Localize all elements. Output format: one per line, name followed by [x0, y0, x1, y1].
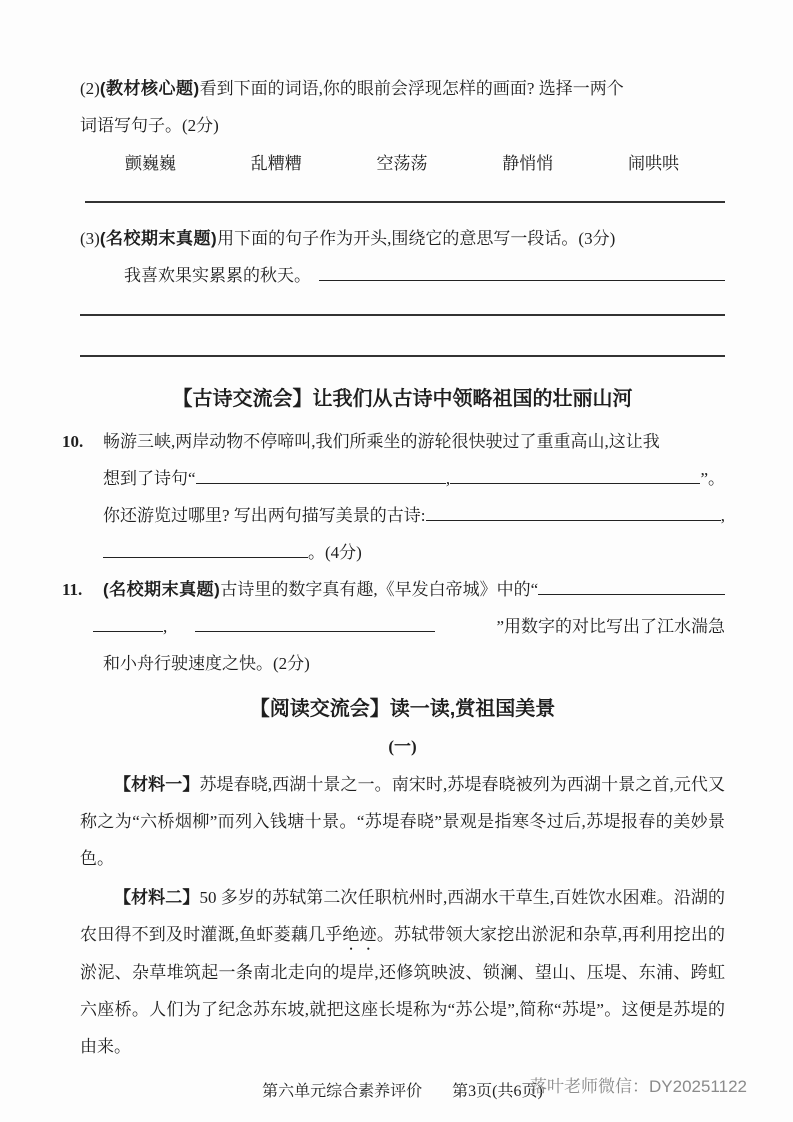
word-choice: 闹哄哄: [628, 154, 679, 173]
question-10-text-6: 。(4分): [308, 543, 362, 562]
question-3-number: (3): [80, 229, 100, 248]
question-10-text-3: ”。: [700, 469, 725, 488]
question-3-tag: (名校期末真题): [99, 229, 218, 248]
question-2-tag: (教材核心题): [99, 79, 200, 98]
question-11-line-1: [62, 571, 725, 608]
question-11-tag: (名校期末真题): [103, 580, 221, 599]
question-10: [62, 423, 725, 571]
material-1-label: 【材料一】: [114, 775, 200, 794]
question-3-line-1: [80, 220, 725, 257]
question-11: [62, 571, 725, 682]
writing-line: [80, 316, 725, 357]
question-10-line-1: [62, 423, 725, 460]
reading-part-label: (一): [388, 737, 417, 756]
question-10-text-4: 你还游览过哪里? 写出两句描写美景的古诗:: [103, 506, 426, 525]
material-2-text-after: 。苏轼带领大家挖出淤泥和杂草,再利用挖出的淤泥、杂草堆筑起一条南北走向的堤岸,还修筑映波、锁澜、望山、压堤、东浦、跨虹六座桥。人们为了纪念苏东坡,就把这座长堤称为“苏公堤”,简称“苏堤”。这便是苏堤的由来。: [80, 925, 726, 1056]
answer-blank: [538, 589, 725, 595]
question-10-text-2: 想到了诗句“: [103, 469, 196, 488]
question-2-text-2: 词语写句子。(2分): [80, 116, 219, 135]
writing-line: [80, 294, 725, 316]
question-2-number: (2): [80, 79, 100, 98]
material-2-label: 【材料二】: [114, 888, 200, 907]
question-11-comma: ,: [163, 617, 168, 636]
reading-section-heading: 【阅读交流会】读一读,赏祖国美景: [249, 698, 556, 720]
word-choices-row: [125, 144, 679, 184]
question-10-number: 10.: [62, 432, 84, 451]
word-choice: 颤巍巍: [125, 154, 176, 173]
question-10-text-5: ,: [720, 506, 725, 525]
answer-rule: [85, 184, 725, 203]
question-11-number: 11.: [62, 580, 83, 599]
footer-title: 第六单元综合素养评价: [262, 1083, 423, 1100]
question-2-line-2: [80, 107, 725, 144]
answer-blank: [195, 626, 435, 632]
question-11-text-3: 和小舟行驶速度之快。(2分): [103, 654, 310, 673]
question-10-line-4: [62, 534, 725, 571]
watermark-text: 落叶老师微信：DY20251122: [530, 1077, 747, 1096]
question-11-line-2: [62, 608, 725, 645]
answer-blank: [196, 478, 446, 484]
question-10-line-2: [62, 460, 725, 497]
question-2-line-1: [80, 70, 725, 107]
question-10-line-3: [62, 497, 725, 534]
question-11-text-2: ”用数字的对比写出了江水湍急: [496, 617, 725, 636]
question-3-prompt: 我喜欢果实累累的秋天。: [124, 266, 311, 285]
word-choice: 乱糟糟: [250, 154, 302, 173]
material-1-paragraph: [80, 766, 725, 877]
answer-blank: [103, 552, 308, 558]
material-2-text-before: 50 多岁的苏轼第二次任职杭州时,西湖水干草生,百姓饮水困难。沿湖的农田得不到及时灌溉,鱼虾菱藕几乎: [80, 888, 726, 944]
question-11-line-3: [62, 645, 725, 682]
material-2-emphasized-word: 绝迹: [342, 925, 377, 944]
word-choice: 空荡荡: [376, 154, 428, 173]
answer-blank: [450, 478, 700, 484]
answer-blank: [426, 515, 721, 521]
question-3-text: 用下面的句子作为开头,围绕它的意思写一段话。(3分): [217, 229, 616, 248]
material-2-paragraph: [80, 879, 725, 1065]
word-choice: 静悄悄: [502, 154, 554, 173]
footer-page-number: 第3页(共6页): [452, 1083, 543, 1100]
question-3-prompt-line: [80, 257, 725, 294]
question-2-text-1: 看到下面的词语,你的眼前会浮现怎样的画面? 选择一两个: [199, 79, 624, 98]
question-10-comma: ,: [445, 469, 451, 488]
answer-blank: [319, 275, 725, 281]
question-11-text-1: 古诗里的数字真有趣,《早发白帝城》中的“: [220, 580, 539, 599]
material-1-text: 苏堤春晓,西湖十景之一。南宋时,苏堤春晓被列为西湖十景之首,元代又称之为“六桥烟柳”而列入钱塘十景。“苏堤春晓”景观是指寒冬过后,苏堤报春的美妙景色。: [80, 775, 726, 868]
answer-blank: [93, 626, 163, 632]
poetry-section-heading: 【古诗交流会】让我们从古诗中领略祖国的壮丽山河: [172, 388, 633, 410]
question-10-text-1: 畅游三峡,两岸动物不停啼叫,我们所乘坐的游轮很快驶过了重重高山,这让我: [103, 432, 660, 451]
